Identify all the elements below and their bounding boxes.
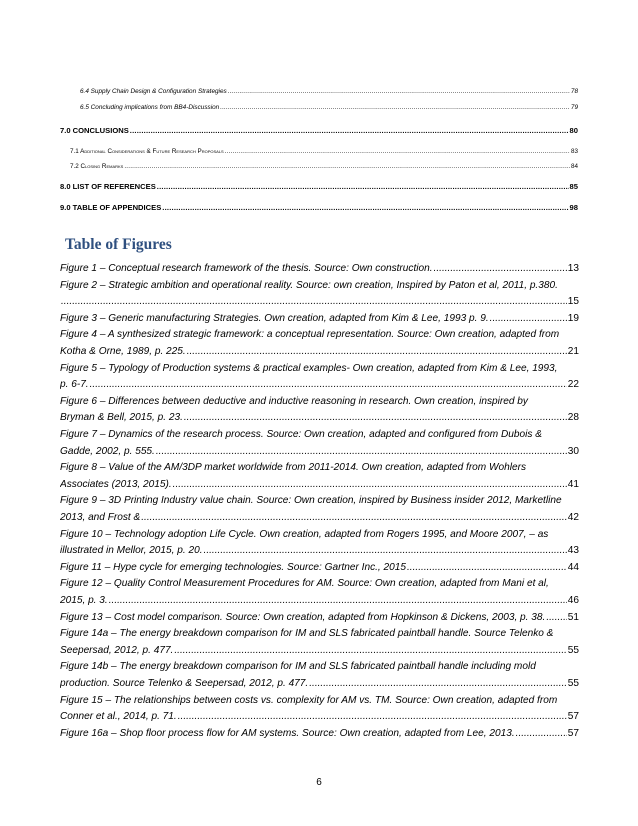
dot-leader bbox=[228, 88, 570, 95]
toc-entry[interactable] bbox=[80, 88, 578, 95]
figure-entry-text: Associates (2013, 2015). bbox=[60, 478, 172, 490]
figure-entry-line[interactable] bbox=[60, 561, 579, 575]
dot-leader bbox=[184, 411, 567, 425]
figure-entry-text: Conner et al., 2014, p. 71. bbox=[60, 711, 177, 723]
dot-leader bbox=[90, 378, 567, 392]
figure-entry-line[interactable] bbox=[60, 494, 579, 508]
dot-leader bbox=[187, 345, 567, 359]
figure-entry-line[interactable] bbox=[60, 544, 579, 558]
figure-entry-line[interactable] bbox=[60, 428, 579, 442]
figure-entry-page: 41 bbox=[567, 478, 579, 490]
toc-entry-page: 78 bbox=[570, 88, 578, 95]
table-of-figures-heading: Table of Figures bbox=[65, 236, 172, 253]
figure-entry-line[interactable] bbox=[60, 312, 579, 326]
toc-entry[interactable] bbox=[60, 203, 578, 212]
toc-entry[interactable] bbox=[70, 163, 578, 170]
dot-leader bbox=[109, 594, 567, 608]
figure-entry-page: 22 bbox=[567, 379, 579, 391]
toc-entry-page: 80 bbox=[569, 126, 578, 135]
dot-leader bbox=[407, 561, 567, 575]
figure-entry-page: 42 bbox=[567, 512, 579, 523]
figure-entry-line[interactable] bbox=[60, 677, 579, 691]
toc-entry-page: 83 bbox=[570, 148, 578, 155]
toc-entry-page: 98 bbox=[569, 203, 578, 212]
figure-entry-text: Figure 8 – Value of the AM/3DP market worldwide from 2011-2014. Own creation, adapted from Wohlers bbox=[60, 462, 527, 474]
figure-entry-page: 30 bbox=[567, 445, 579, 457]
figure-entry-page: 15 bbox=[567, 296, 579, 308]
dot-leader bbox=[516, 727, 567, 741]
figure-entry-text: illustrated in Mellor, 2015, p. 20. bbox=[60, 545, 203, 557]
figure-entry-line[interactable] bbox=[60, 611, 579, 625]
figure-entry-text: Figure 14a – The energy breakdown comparison for IM and SLS fabricated paintball handle. Source Telenko & bbox=[60, 628, 554, 640]
figure-entry-page: 55 bbox=[567, 644, 579, 656]
figure-entry-text: Figure 4 – A synthesized strategic framework: a conceptual representation. Source: Own creation, adapted from bbox=[60, 329, 560, 341]
figure-entry-text: Figure 13 – Cost model comparison. Source: Own creation, adapted from Hopkinson & Dickens, 2003, p. 38. bbox=[60, 611, 546, 623]
figure-entry-line[interactable] bbox=[60, 644, 579, 658]
dot-leader bbox=[178, 710, 567, 724]
toc-entry-label: 6.5 Concluding implications from BB4-Discussion bbox=[80, 104, 220, 111]
page-number: 6 bbox=[316, 777, 322, 788]
dot-leader bbox=[220, 104, 570, 111]
figure-entry-line[interactable] bbox=[60, 627, 579, 641]
toc-entry-label: 6.4 Supply Chain Design & Configuration Strategies bbox=[80, 88, 227, 95]
figure-entry-text: Figure 2 – Strategic ambition and operational reality. Source: own creation, Inspired by Paton et al, 2011, p.380. bbox=[60, 279, 558, 291]
dot-leader bbox=[61, 295, 567, 309]
figure-entry-page: 55 bbox=[567, 678, 579, 689]
figure-entry-line[interactable] bbox=[60, 660, 579, 674]
toc-entry[interactable] bbox=[80, 104, 578, 111]
figure-entry-text: Gadde, 2002, p. 555. bbox=[60, 445, 155, 457]
dot-leader bbox=[141, 511, 567, 525]
figure-entry-text: Figure 14b – The energy breakdown comparison for IM and SLS fabricated paintball handle including mold bbox=[60, 661, 536, 673]
toc-entry-label: 7.2 Closing Remarks bbox=[70, 163, 124, 170]
figure-entry-page: 51 bbox=[567, 611, 579, 623]
figure-entry-line[interactable] bbox=[60, 345, 579, 359]
figure-entry-line[interactable] bbox=[60, 528, 579, 542]
figure-entry-page: 57 bbox=[567, 727, 579, 739]
figure-entry-text: Figure 15 – The relationships between costs vs. complexity for AM vs. TM. Source: Own creation, adapted from bbox=[60, 694, 558, 706]
figure-entry-line[interactable] bbox=[60, 461, 579, 475]
toc-entry-label: 7.0 CONCLUSIONS bbox=[60, 126, 129, 135]
figure-entry-line[interactable] bbox=[60, 262, 579, 276]
figure-entry-page: 13 bbox=[567, 263, 579, 274]
figure-entry-line[interactable] bbox=[60, 710, 579, 724]
dot-leader bbox=[434, 262, 567, 276]
figure-entry-text: Figure 11 – Hype cycle for emerging technologies. Source: Gartner Inc., 2015 bbox=[60, 561, 406, 573]
figure-entry-text: 2013, and Frost & bbox=[60, 512, 141, 523]
dot-leader bbox=[546, 611, 566, 625]
figure-entry-line[interactable] bbox=[60, 328, 579, 342]
figure-entry-text: Figure 7 – Dynamics of the research process. Source: Own creation, adapted and configured from Dubois & bbox=[60, 429, 542, 440]
figure-entry-line[interactable] bbox=[60, 411, 579, 425]
figure-entry-line[interactable] bbox=[60, 395, 579, 409]
figure-entry-line[interactable] bbox=[60, 694, 579, 708]
dot-leader bbox=[124, 163, 570, 170]
figure-entry-line[interactable] bbox=[60, 378, 579, 392]
figure-entry-text: Figure 5 – Typology of Production systems & practical examples- Own creation, adapted from Kim & Lee, 1993, bbox=[60, 362, 558, 374]
dot-leader bbox=[204, 544, 567, 558]
figure-entry-line[interactable] bbox=[60, 511, 579, 525]
figure-entry-text: Kotha & Orne, 1989, p. 225. bbox=[60, 346, 186, 357]
toc-entry-label: 9.0 TABLE OF APPENDICES bbox=[60, 203, 162, 212]
dot-leader bbox=[173, 478, 567, 492]
figure-entry-line[interactable] bbox=[60, 445, 579, 459]
figure-entry-text: Figure 1 – Conceptual research framework of the thesis. Source: Own construction. bbox=[60, 263, 433, 274]
figure-entry-page: 57 bbox=[567, 711, 579, 723]
figure-entry-page: 21 bbox=[567, 346, 579, 357]
figure-entry-text: Seepersad, 2012, p. 477. bbox=[60, 644, 174, 656]
figure-entry-text: Figure 3 – Generic manufacturing Strategies. Own creation, adapted from Kim & Lee, 1993 p. 9. bbox=[60, 312, 489, 324]
toc-entry-page: 79 bbox=[570, 104, 578, 111]
dot-leader bbox=[157, 182, 569, 191]
figure-entry-line[interactable] bbox=[60, 279, 579, 293]
figure-entry-text: p. 6-7. bbox=[60, 379, 89, 391]
figure-entry-page: 43 bbox=[567, 545, 579, 557]
dot-leader bbox=[490, 312, 567, 326]
dot-leader bbox=[309, 677, 567, 691]
figure-entry-page: 44 bbox=[567, 561, 579, 573]
dot-leader bbox=[156, 445, 567, 459]
figure-entry-text: Figure 9 – 3D Printing Industry value chain. Source: Own creation, inspired by Business insider 2012, Marketline bbox=[60, 495, 562, 507]
figure-entry-text: Bryman & Bell, 2015, p. 23. bbox=[60, 412, 183, 424]
figure-entry-line[interactable] bbox=[60, 295, 579, 309]
figure-entry-text: Figure 16a – Shop floor process flow for AM systems. Source: Own creation, adapted from Lee, 2013. bbox=[60, 727, 515, 739]
figure-entry-line[interactable] bbox=[60, 577, 579, 591]
toc-entry[interactable] bbox=[60, 126, 578, 135]
toc-entry-label: 7.1 Additional Considerations & Future Research Proposals bbox=[70, 148, 224, 155]
figure-entry-line[interactable] bbox=[60, 727, 579, 741]
figure-entry-page: 46 bbox=[567, 595, 579, 606]
toc-entry-page: 85 bbox=[569, 182, 578, 191]
dot-leader bbox=[225, 148, 570, 155]
dot-leader bbox=[162, 203, 568, 212]
figure-entry-page: 28 bbox=[567, 412, 579, 424]
figure-entry-text: production. Source Telenko & Seepersad, 2012, p. 477. bbox=[60, 678, 309, 689]
figure-entry-text: Figure 10 – Technology adoption Life Cycle. Own creation, adapted from Rogers 1995, and Moore 2007, – as bbox=[60, 528, 549, 540]
figure-entry-text: Figure 6 – Differences between deductive and inductive reasoning in research. Own creation, inspired by bbox=[60, 395, 528, 407]
toc-entry[interactable] bbox=[60, 182, 578, 191]
toc-entry[interactable] bbox=[70, 148, 578, 155]
toc-entry-page: 84 bbox=[570, 163, 578, 170]
figure-entry-text: 2015, p. 3. bbox=[60, 595, 108, 606]
figure-entry-line[interactable] bbox=[60, 594, 579, 608]
toc-entry-label: 8.0 LIST OF REFERENCES bbox=[60, 182, 156, 191]
figure-entry-page: 19 bbox=[567, 312, 579, 324]
dot-leader bbox=[174, 644, 566, 658]
figure-entry-text: Figure 12 – Quality Control Measurement Procedures for AM. Source: Own creation, adapted from Mani et al, bbox=[60, 578, 549, 590]
figure-entry-line[interactable] bbox=[60, 362, 579, 376]
dot-leader bbox=[130, 126, 569, 135]
figure-entry-line[interactable] bbox=[60, 478, 579, 492]
